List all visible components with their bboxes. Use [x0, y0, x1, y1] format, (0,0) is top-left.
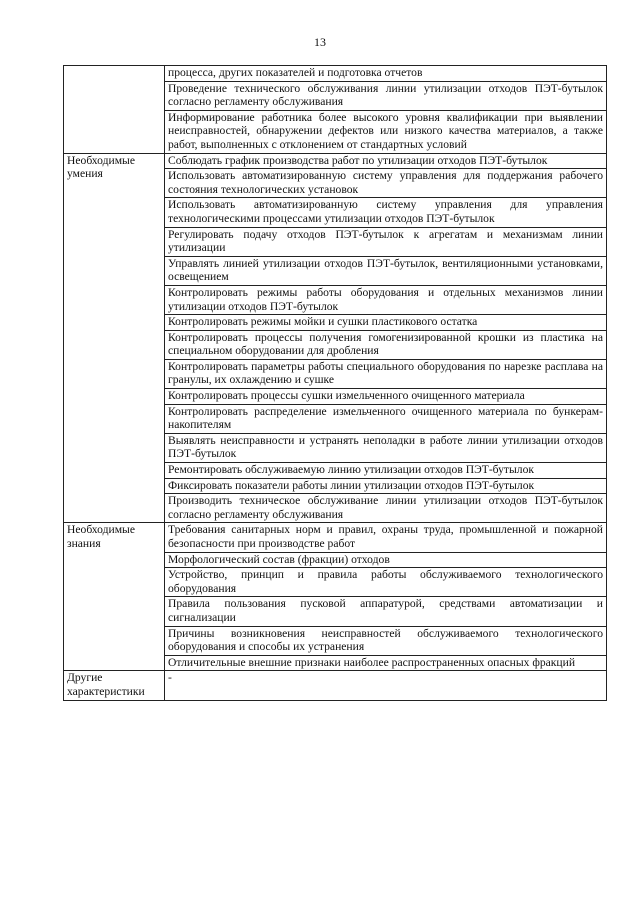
section-item: Контролировать режимы работы оборудования и отдельных механизмов линии утилизации отходов ПЭТ-бутылок	[165, 285, 607, 314]
section-item: Выявлять неисправности и устранять неполадки в работе линии утилизации отходов ПЭТ-бутылок	[165, 433, 607, 462]
section-item: -	[165, 671, 607, 700]
section-label: Необходимые умения	[64, 153, 165, 523]
section-item: Информирование работника более высокого уровня квалификации при выявлении неисправностей, обнаружении дефектов или низкого качества материалов, а также работ, выполненных с отклонением от стандартных условий	[165, 110, 607, 153]
section-item: Контролировать распределение измельченного очищенного материала по бункерам-накопителям	[165, 404, 607, 433]
table-row	[64, 153, 607, 169]
section-item: Использовать автоматизированную систему управления для управления технологическими процессами утилизации отходов ПЭТ-бутылок	[165, 198, 607, 227]
section-item: Отличительные внешние признаки наиболее распространенных опасных фракций	[165, 655, 607, 671]
competency-table-body	[64, 66, 607, 701]
section-item: Контролировать параметры работы специального оборудования по нарезке расплава на гранулы, их охлаждению и сушке	[165, 359, 607, 388]
section-item: Требования санитарных норм и правил, охраны труда, промышленной и пожарной безопасности при производстве работ	[165, 523, 607, 552]
section-item: Причины возникновения неисправностей обслуживаемого технологического оборудования и способы их устранения	[165, 626, 607, 655]
section-label: Другие характеристики	[64, 671, 165, 700]
table-row	[64, 66, 607, 82]
section-item: Регулировать подачу отходов ПЭТ-бутылок к агрегатам и механизмам линии утилизации	[165, 227, 607, 256]
section-item: Ремонтировать обслуживаемую линию утилизации отходов ПЭТ-бутылок	[165, 463, 607, 479]
section-item: Фиксировать показатели работы линии утилизации отходов ПЭТ-бутылок	[165, 478, 607, 494]
section-item: Управлять линией утилизации отходов ПЭТ-бутылок, вентиляционными установками, освещением	[165, 256, 607, 285]
section-item: процесса, других показателей и подготовка отчетов	[165, 66, 607, 82]
competency-table	[63, 65, 607, 701]
section-item: Контролировать режимы мойки и сушки пластикового остатка	[165, 315, 607, 331]
section-item: Правила пользования пусковой аппаратурой, средствами автоматизации и сигнализации	[165, 597, 607, 626]
section-item: Устройство, принцип и правила работы обслуживаемого технологического оборудования	[165, 568, 607, 597]
section-item: Использовать автоматизированную систему управления для поддержания рабочего состояния технологических установок	[165, 169, 607, 198]
table-row	[64, 671, 607, 700]
section-item: Проведение технического обслуживания линии утилизации отходов ПЭТ-бутылок согласно регламенту обслуживания	[165, 81, 607, 110]
section-item: Контролировать процессы сушки измельченного очищенного материала	[165, 389, 607, 405]
section-label	[64, 66, 165, 154]
section-item: Контролировать процессы получения гомогенизированной крошки из пластика на специальном оборудовании для дробления	[165, 330, 607, 359]
section-item: Производить техническое обслуживание линии утилизации отходов ПЭТ-бутылок согласно регламенту обслуживания	[165, 494, 607, 523]
table-row	[64, 523, 607, 552]
section-item: Морфологический состав (фракции) отходов	[165, 552, 607, 568]
section-item: Соблюдать график производства работ по утилизации отходов ПЭТ-бутылок	[165, 153, 607, 169]
page-number: 13	[314, 35, 326, 49]
section-label: Необходимые знания	[64, 523, 165, 671]
